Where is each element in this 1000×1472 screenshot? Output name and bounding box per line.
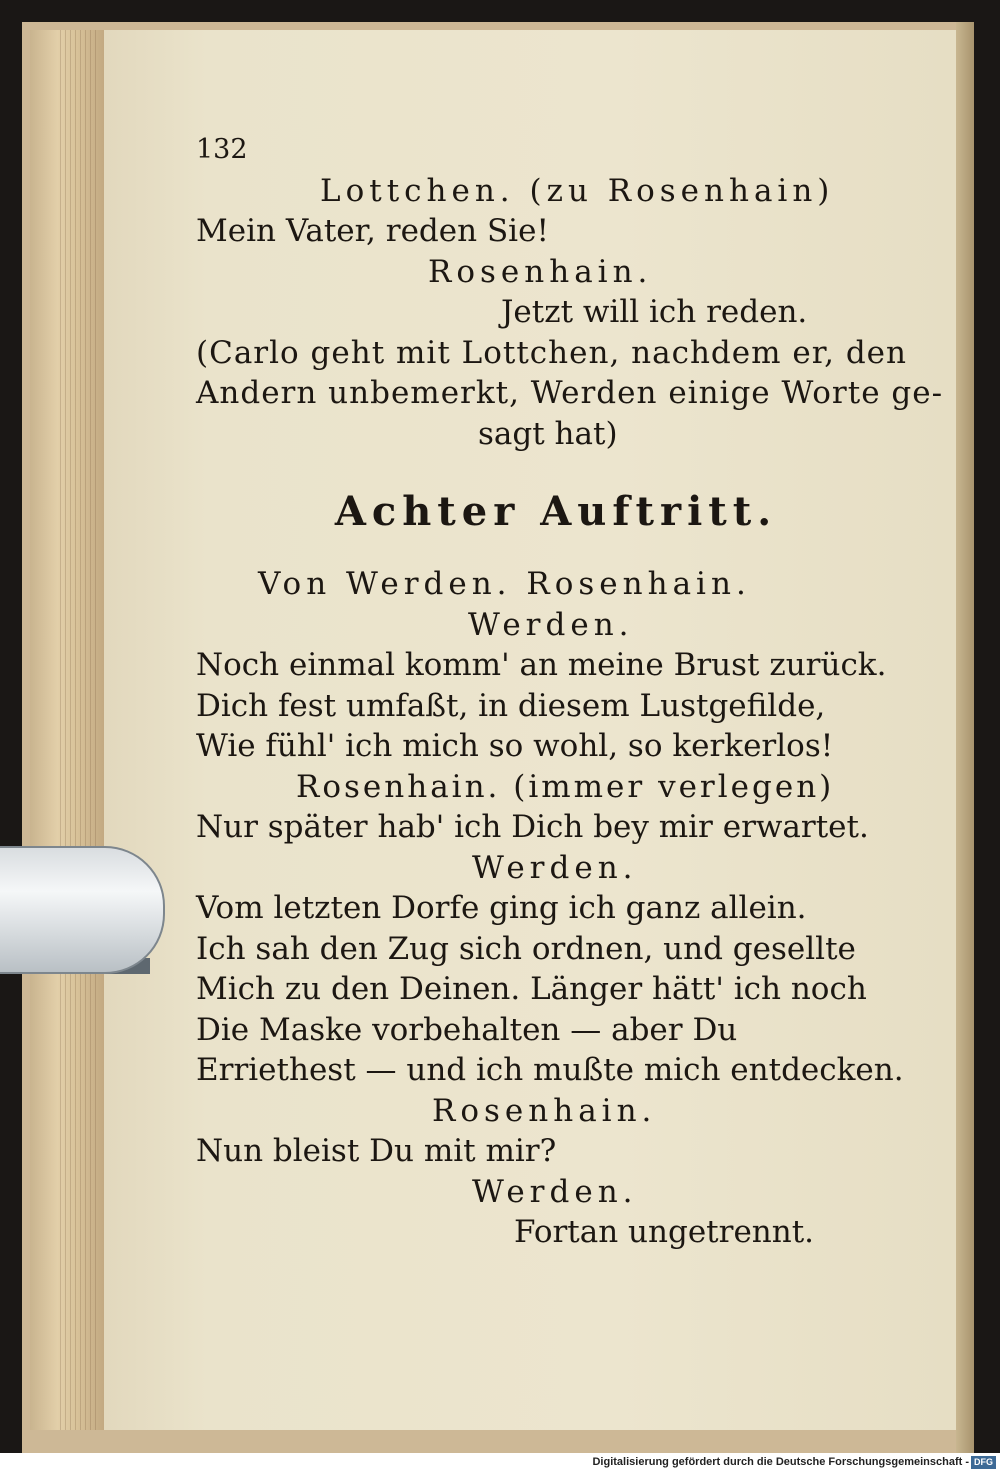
verse-line: Jetzt will ich reden. bbox=[501, 294, 808, 330]
verse-line: Nun bleist Du mit mir? bbox=[196, 1133, 557, 1169]
verse-line: Ich sah den Zug sich ordnen, und gesellte bbox=[196, 930, 856, 967]
verse-line: Mein Vater, reden Sie! bbox=[196, 213, 549, 249]
speaker-name: Rosenhain. bbox=[432, 1092, 657, 1129]
stage-direction: sagt hat) bbox=[478, 415, 618, 452]
speaker-name: Werden. bbox=[472, 1173, 638, 1210]
spacer bbox=[196, 542, 916, 564]
stage-direction: Andern unbemerkt, Werden einige Worte ge- bbox=[196, 375, 944, 411]
scene-heading: Achter Auftritt. bbox=[334, 488, 778, 535]
dfg-logo: DFG bbox=[971, 1456, 996, 1469]
verse-line: Fortan ungetrennt. bbox=[514, 1214, 815, 1250]
verse-line: Noch einmal komm' an meine Brust zurück. bbox=[196, 647, 887, 683]
book-right-edge bbox=[956, 22, 974, 1453]
verse-line: Vom letzten Dorfe ging ich ganz allein. bbox=[196, 890, 807, 926]
page-number: 132 bbox=[196, 134, 248, 165]
spacer bbox=[196, 454, 916, 482]
funding-credit: Digitalisierung gefördert durch die Deutsche Forschungsgemeinschaft - bbox=[592, 1456, 969, 1468]
verse-line: Die Maske vorbehalten — aber Du bbox=[196, 1011, 738, 1048]
speaker-name: Werden. bbox=[472, 849, 638, 886]
verse-line: Dich fest umfaßt, in diesem Lustgefilde, bbox=[196, 687, 826, 724]
page-edge-lines bbox=[60, 30, 100, 1430]
speaker-name: Werden. bbox=[468, 606, 634, 643]
speaker-name: Rosenhain. bbox=[428, 253, 653, 290]
footer-bar bbox=[0, 1453, 1000, 1472]
stage-direction: (Carlo geht mit Lottchen, nachdem er, den bbox=[196, 334, 907, 371]
page-clip bbox=[0, 846, 165, 974]
speaker-line: Lottchen. (zu Rosenhain) bbox=[320, 172, 835, 209]
speaker-line: Rosenhain. (immer verlegen) bbox=[296, 768, 835, 805]
page-text bbox=[196, 130, 944, 1253]
verse-line: Erriethest — und ich mußte mich entdecken. bbox=[196, 1052, 904, 1088]
verse-line: Nur später hab' ich Dich bey mir erwartet. bbox=[196, 809, 869, 845]
verse-line: Mich zu den Deinen. Länger hätt' ich noch bbox=[196, 971, 867, 1007]
scene-characters: Von Werden. Rosenhain. bbox=[258, 566, 751, 602]
verse-line: Wie fühl' ich mich so wohl, so kerkerlos! bbox=[196, 728, 834, 764]
